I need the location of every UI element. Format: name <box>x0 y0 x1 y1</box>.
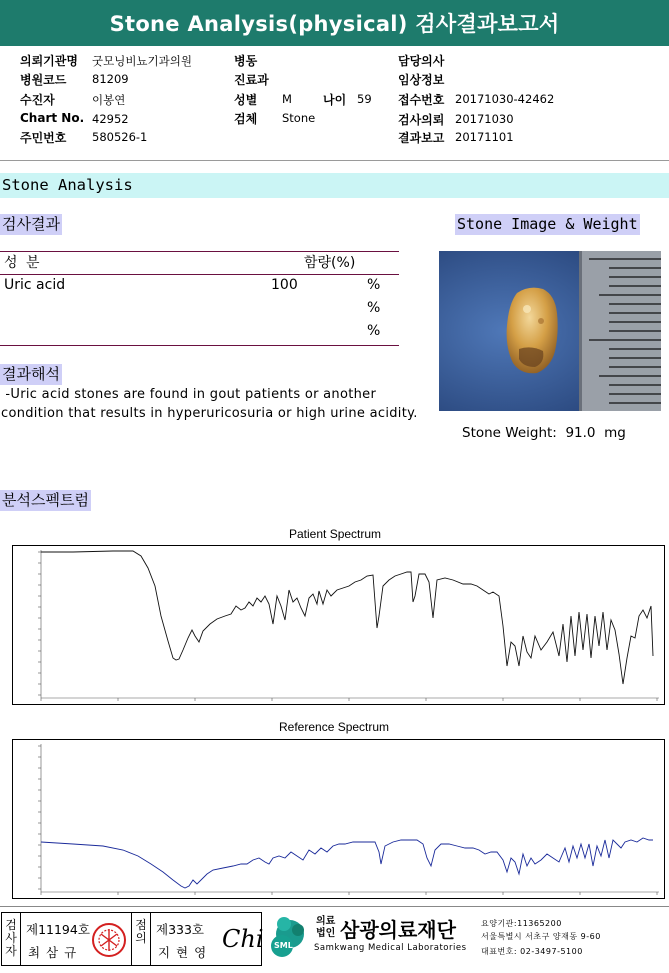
info-label: 담당의사 <box>398 54 445 68</box>
info-value: 이봉연 <box>92 93 126 107</box>
signature: Chi <box>222 925 264 953</box>
org-code: 요양기관:11365200 <box>481 919 562 928</box>
inspector-stamp <box>1 912 262 966</box>
info-label: 검사의뢰 <box>398 113 445 127</box>
patient-spectrum-chart <box>12 545 665 705</box>
reviewer-label: 점의 <box>135 918 147 945</box>
inspector-label: 검사자 <box>5 918 17 958</box>
info-value: 42952 <box>92 112 129 126</box>
footer-divider <box>0 906 669 907</box>
component-unit: % <box>367 300 381 316</box>
results-heading: 검사결과 <box>2 215 60 233</box>
org-address: 서울특별시 서초구 양재동 9-60 <box>481 932 601 941</box>
results-table <box>0 275 399 345</box>
info-value: 굿모닝비뇨기과의원 <box>92 54 192 68</box>
column-component: 성 분 <box>4 255 40 271</box>
info-label: 결과보고 <box>398 131 445 145</box>
info-value: 20171030 <box>455 112 514 126</box>
reviewer-name: 지 현 영 <box>158 945 208 960</box>
patient-spectrum-title: Patient Spectrum <box>289 527 382 541</box>
component-unit: % <box>367 277 381 293</box>
info-label: 성별 <box>234 93 258 107</box>
info-value: 81209 <box>92 72 129 86</box>
inspector-license: 제11194호 <box>26 922 90 937</box>
report-title: Stone Analysis(physical) 검사결과보고서 <box>0 0 669 46</box>
divider <box>0 160 669 161</box>
inspector-name: 최 삼 규 <box>28 945 78 960</box>
component-unit: % <box>367 323 381 339</box>
info-value: 20171030-42462 <box>455 92 555 106</box>
section-title: Stone Analysis <box>0 173 669 198</box>
table-rule <box>0 345 399 346</box>
sml-logo <box>268 914 312 966</box>
info-label: 병원코드 <box>20 73 67 87</box>
info-value: Stone <box>282 111 316 125</box>
spectrum-heading: 분석스펙트럼 <box>2 491 89 509</box>
info-label: 의뢰기관명 <box>20 54 78 68</box>
interpretation-text: condition that results in hyperuricosuria or high urine acidity. <box>1 406 418 421</box>
stone-photo <box>439 251 661 411</box>
info-label: 나이 <box>323 93 347 107</box>
org-prefix: 의료법인 <box>316 916 336 939</box>
org-phone: 대표번호: 02-3497-5100 <box>481 947 583 956</box>
info-label: 수진자 <box>20 93 55 107</box>
info-value: M <box>282 92 292 106</box>
seal-stamp <box>90 921 128 959</box>
info-label: 병동 <box>234 54 258 68</box>
reference-spectrum-chart <box>12 739 665 899</box>
component-value: 100 <box>271 277 298 293</box>
info-label: 임상정보 <box>398 73 445 87</box>
reference-spectrum-title: Reference Spectrum <box>279 720 390 734</box>
info-label: 접수번호 <box>398 93 445 107</box>
logo-text: SML <box>274 941 293 950</box>
info-label: 진료과 <box>234 73 269 87</box>
org-name: 삼광의료재단 <box>340 918 456 942</box>
column-content: 함량(%) <box>304 255 356 271</box>
reviewer-license: 제333호 <box>156 922 205 937</box>
info-value: 59 <box>357 92 372 106</box>
info-value: 20171101 <box>455 130 514 144</box>
patient-info <box>0 52 669 152</box>
interpretation-heading: 결과해석 <box>2 365 60 383</box>
interpretation-text: -Uric acid stones are found in gout patients or another <box>1 387 377 402</box>
org-english: Samkwang Medical Laboratories <box>314 943 467 953</box>
stone-weight: Stone Weight: 91.0 mg <box>462 425 626 441</box>
info-label: 검체 <box>234 112 258 126</box>
info-label: 주민번호 <box>20 131 67 145</box>
image-heading: Stone Image & Weight <box>457 215 638 233</box>
component-name: Uric acid <box>4 277 66 293</box>
info-label: Chart No. <box>20 111 85 125</box>
info-value: 580526-1 <box>92 130 148 144</box>
